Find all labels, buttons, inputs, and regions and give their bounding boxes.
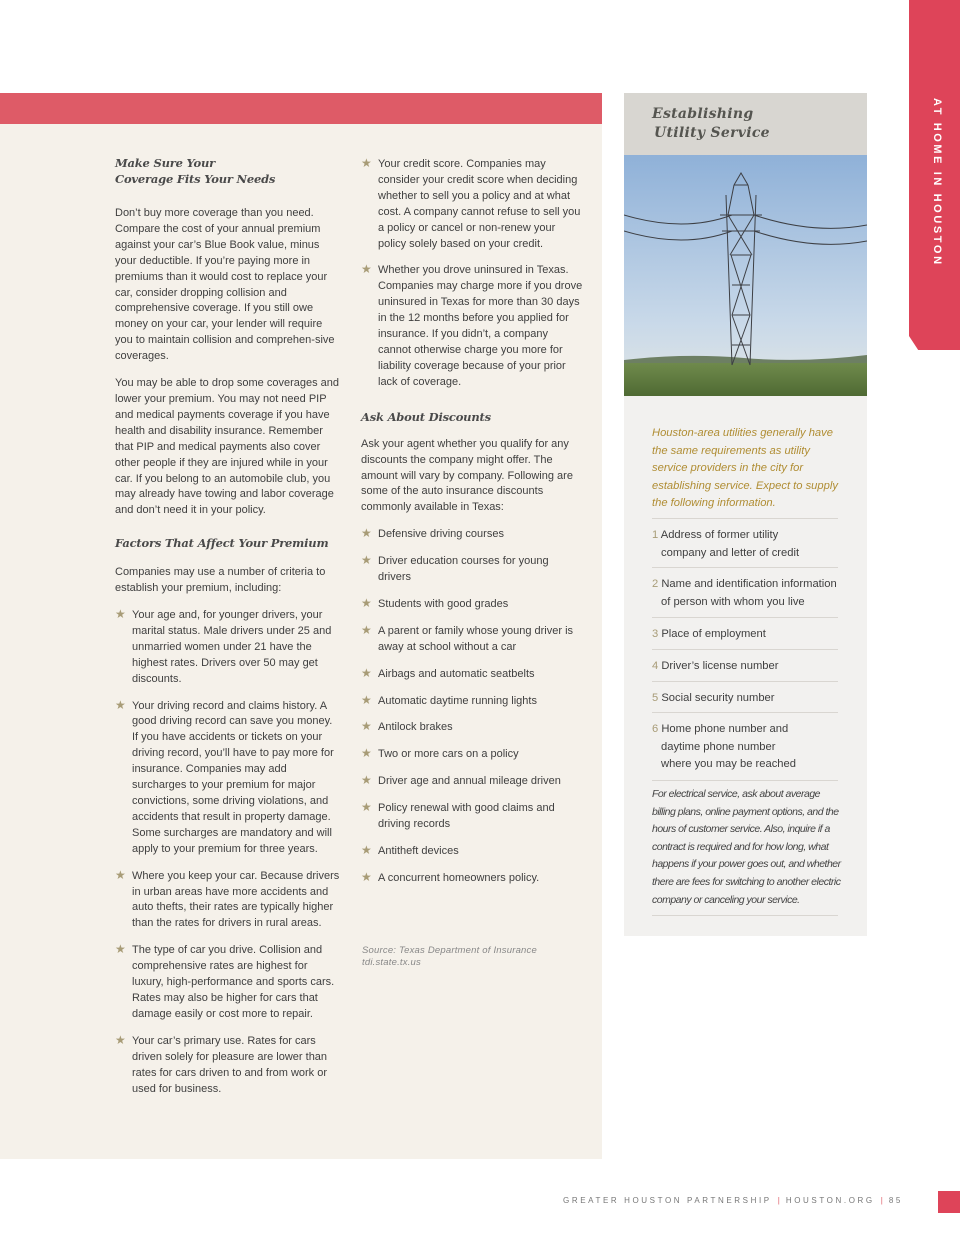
requirement-text: company and letter of credit xyxy=(661,546,800,559)
star-icon: ★ xyxy=(361,869,372,884)
star-icon: ★ xyxy=(361,843,372,857)
discount-text: Students with good grades xyxy=(378,597,509,610)
requirement-text: daytime phone number xyxy=(661,740,776,753)
discount-item xyxy=(361,597,583,613)
page-number: 85 xyxy=(888,1196,903,1205)
list-item xyxy=(115,943,340,1023)
list-item xyxy=(115,869,340,933)
star-icon: ★ xyxy=(361,156,372,170)
heading-discounts: Ask About Discounts xyxy=(361,409,491,424)
discount-item xyxy=(361,527,583,543)
requirement-text: Name and identification information xyxy=(661,578,837,590)
list-item-text: Your driving record and claims history. A good driving record can save you money. If you have accidents or tickets on your driving record, you’ll have to pay more for insurance. Companies may add surcharges to your premium for major convictions, some driving violations, and accidents that result in property damage. Some surcharges are mandatory and will apply to your premium for three years. xyxy=(132,699,334,855)
requirement-item xyxy=(652,567,838,611)
paragraph-criteria: Companies may use a number of criteria to establish your premium, including: xyxy=(115,566,326,595)
list-item-text: Where you keep your car. Because drivers in urban areas have more accidents and auto thefts, their rates are typically higher than the rates for drivers in rural areas. xyxy=(132,869,340,930)
requirement-text: Social security number xyxy=(661,692,775,704)
star-icon: ★ xyxy=(115,867,126,882)
column-1 xyxy=(115,155,340,1108)
footer-site: HOUSTON.ORG xyxy=(785,1196,875,1205)
star-icon: ★ xyxy=(361,595,372,610)
heading-coverage xyxy=(115,155,340,187)
source-url: tdi.state.tx.us xyxy=(362,957,421,968)
sidebar-title xyxy=(652,105,852,143)
requirement-number: 6 xyxy=(652,723,659,735)
discount-item xyxy=(361,774,583,790)
footer-separator: | xyxy=(777,1196,780,1205)
sidebar-title-line2: Utility Service xyxy=(654,125,770,141)
star-icon: ★ xyxy=(361,553,372,568)
list-item-text: Your car’s primary use. Rates for cars driven solely for pleasure are lower than rates for cars driven to and from work or used for business. xyxy=(132,1034,328,1095)
requirement-item xyxy=(652,518,838,562)
star-icon: ★ xyxy=(115,942,126,957)
requirement-text: Home phone number and xyxy=(661,723,789,735)
star-icon: ★ xyxy=(361,526,372,541)
discount-item xyxy=(361,871,583,887)
discount-text: Automatic daytime running lights xyxy=(378,694,537,707)
discount-text: A parent or family whose young driver is away at school without a car xyxy=(378,624,574,653)
requirement-item xyxy=(652,617,838,644)
discount-item xyxy=(361,667,583,683)
heading-coverage-line2: Coverage Fits Your Needs xyxy=(115,172,276,186)
list-item xyxy=(361,263,583,390)
footer-red-square xyxy=(938,1191,960,1213)
requirement-item xyxy=(652,649,838,676)
source-line: Source: Texas Department of Insurance xyxy=(362,945,537,956)
column-2 xyxy=(361,157,583,898)
discount-text: Defensive driving courses xyxy=(378,528,504,541)
requirement-number: 4 xyxy=(652,660,659,672)
discount-item xyxy=(361,747,583,763)
star-icon: ★ xyxy=(361,773,372,788)
divider xyxy=(652,780,838,781)
star-icon: ★ xyxy=(361,692,372,707)
requirement-number: 5 xyxy=(652,692,659,704)
requirement-text: of person with whom you live xyxy=(661,595,805,608)
sidebar-outro: For electrical service, ask about average billing plans, online payment options, and the hours of customer service. Also, inquire if a contract is required and for how long, what happens if your power goes out, and whether there are fees for switching to another electric company or canceling your service. xyxy=(652,788,841,906)
paragraph-drop-coverages: You may be able to drop some coverages and lower your premium. You may not need PIP and medical payments coverage if you have health and disability insurance. Remember that PIP and medical payments also cover other people if they are injured while in your car. If you belong to an automobile club, you may already have towing and labor coverage and don’t need it in your policy. xyxy=(115,377,340,517)
requirement-text: Place of employment xyxy=(661,628,766,640)
footer-org: GREATER HOUSTON PARTNERSHIP xyxy=(563,1196,772,1205)
discount-text: Two or more cars on a policy xyxy=(378,748,519,761)
requirement-item xyxy=(652,712,838,774)
list-item xyxy=(361,157,583,252)
star-icon: ★ xyxy=(361,719,372,734)
requirement-number: 2 xyxy=(652,578,659,590)
discount-item xyxy=(361,844,583,860)
discount-text: Airbags and automatic seatbelts xyxy=(378,667,535,680)
paragraph-discounts: Ask your agent whether you qualify for any discounts the company might offer. The amount will vary by company. Following are some of the auto insurance discounts commonly available in Texas: xyxy=(361,437,573,514)
discount-text: Antilock brakes xyxy=(378,721,453,734)
heading-factors: Factors That Affect Your Premium xyxy=(115,536,329,551)
requirement-item xyxy=(652,681,838,708)
discount-text: Antitheft devices xyxy=(378,845,459,857)
star-icon: ★ xyxy=(361,622,372,637)
star-icon: ★ xyxy=(115,607,126,622)
requirement-text: where you may be reached xyxy=(661,758,796,770)
star-icon: ★ xyxy=(361,262,372,277)
list-item xyxy=(115,699,340,858)
page-footer xyxy=(563,1196,903,1205)
discount-text: Driver education courses for young drivers xyxy=(378,555,549,584)
list-item-text: Whether you drove uninsured in Texas. Companies may charge more if you drove uninsured in Texas for more than 30 days in the 12 months before you applied for insurance. If you didn’t, a company cannot otherwise charge you more for liability coverage because of your prior lack of coverage. xyxy=(378,264,583,388)
source-note xyxy=(362,945,582,969)
requirement-text: Driver’s license number xyxy=(661,660,779,672)
star-icon: ★ xyxy=(115,1032,126,1047)
discount-text: A concurrent homeowners policy. xyxy=(378,871,540,884)
star-icon: ★ xyxy=(361,746,372,761)
discount-text: Policy renewal with good claims and driving records xyxy=(378,802,555,831)
list-item-text: The type of car you drive. Collision and comprehensive rates are highest for luxury, high-performance and sports cars. Rates may also be higher for cars that damage easily or cost more to repair. xyxy=(132,944,335,1020)
star-icon: ★ xyxy=(361,665,372,680)
paragraph-coverage: Don’t buy more coverage than you need. Compare the cost of your annual premium against your car’s Blue Book value, minus your deductible. If you’re paying more in premiums than it would cost to replace your car, consider dropping collision and comprehensive coverage. If you still owe money on your car, your lender will require you to maintain collision and comprehen-sive coverages. xyxy=(115,207,335,363)
list-item-text: Your age and, for younger drivers, your marital status. Male drivers under 25 and unmarried women under 21 have the highest rates. Drivers over 50 may get discounts. xyxy=(132,609,332,685)
requirement-number: 3 xyxy=(652,628,659,640)
list-item xyxy=(115,608,340,688)
sidebar-title-line1: Establishing xyxy=(652,106,754,122)
discount-item xyxy=(361,624,583,656)
top-red-band xyxy=(0,93,602,124)
section-tab-label: AT HOME IN HOUSTON xyxy=(931,98,943,267)
requirement-number: 1 xyxy=(652,529,659,541)
discount-item xyxy=(361,801,583,833)
list-item xyxy=(115,1034,340,1098)
requirement-text: Address of former utility xyxy=(660,529,779,541)
power-tower-photo xyxy=(624,155,867,396)
sidebar-intro: Houston-area utilities generally have the same requirements as utility service providers in the city for establishing service. Expect to supply the following information. xyxy=(652,427,838,509)
discount-item xyxy=(361,720,583,736)
divider xyxy=(652,915,838,916)
discount-item xyxy=(361,694,583,710)
heading-coverage-line1: Make Sure Your xyxy=(115,156,216,170)
discount-item xyxy=(361,554,583,586)
list-item-text: Your credit score. Companies may consider your credit score when deciding whether to sell you a policy and at what cost. A company cannot refuse to sell you a policy or cancel or non-renew your policy solely based on your credit. xyxy=(378,158,581,250)
discount-text: Driver age and annual mileage driven xyxy=(378,775,561,788)
footer-separator: | xyxy=(880,1196,883,1205)
star-icon: ★ xyxy=(115,697,126,712)
star-icon: ★ xyxy=(361,800,372,815)
